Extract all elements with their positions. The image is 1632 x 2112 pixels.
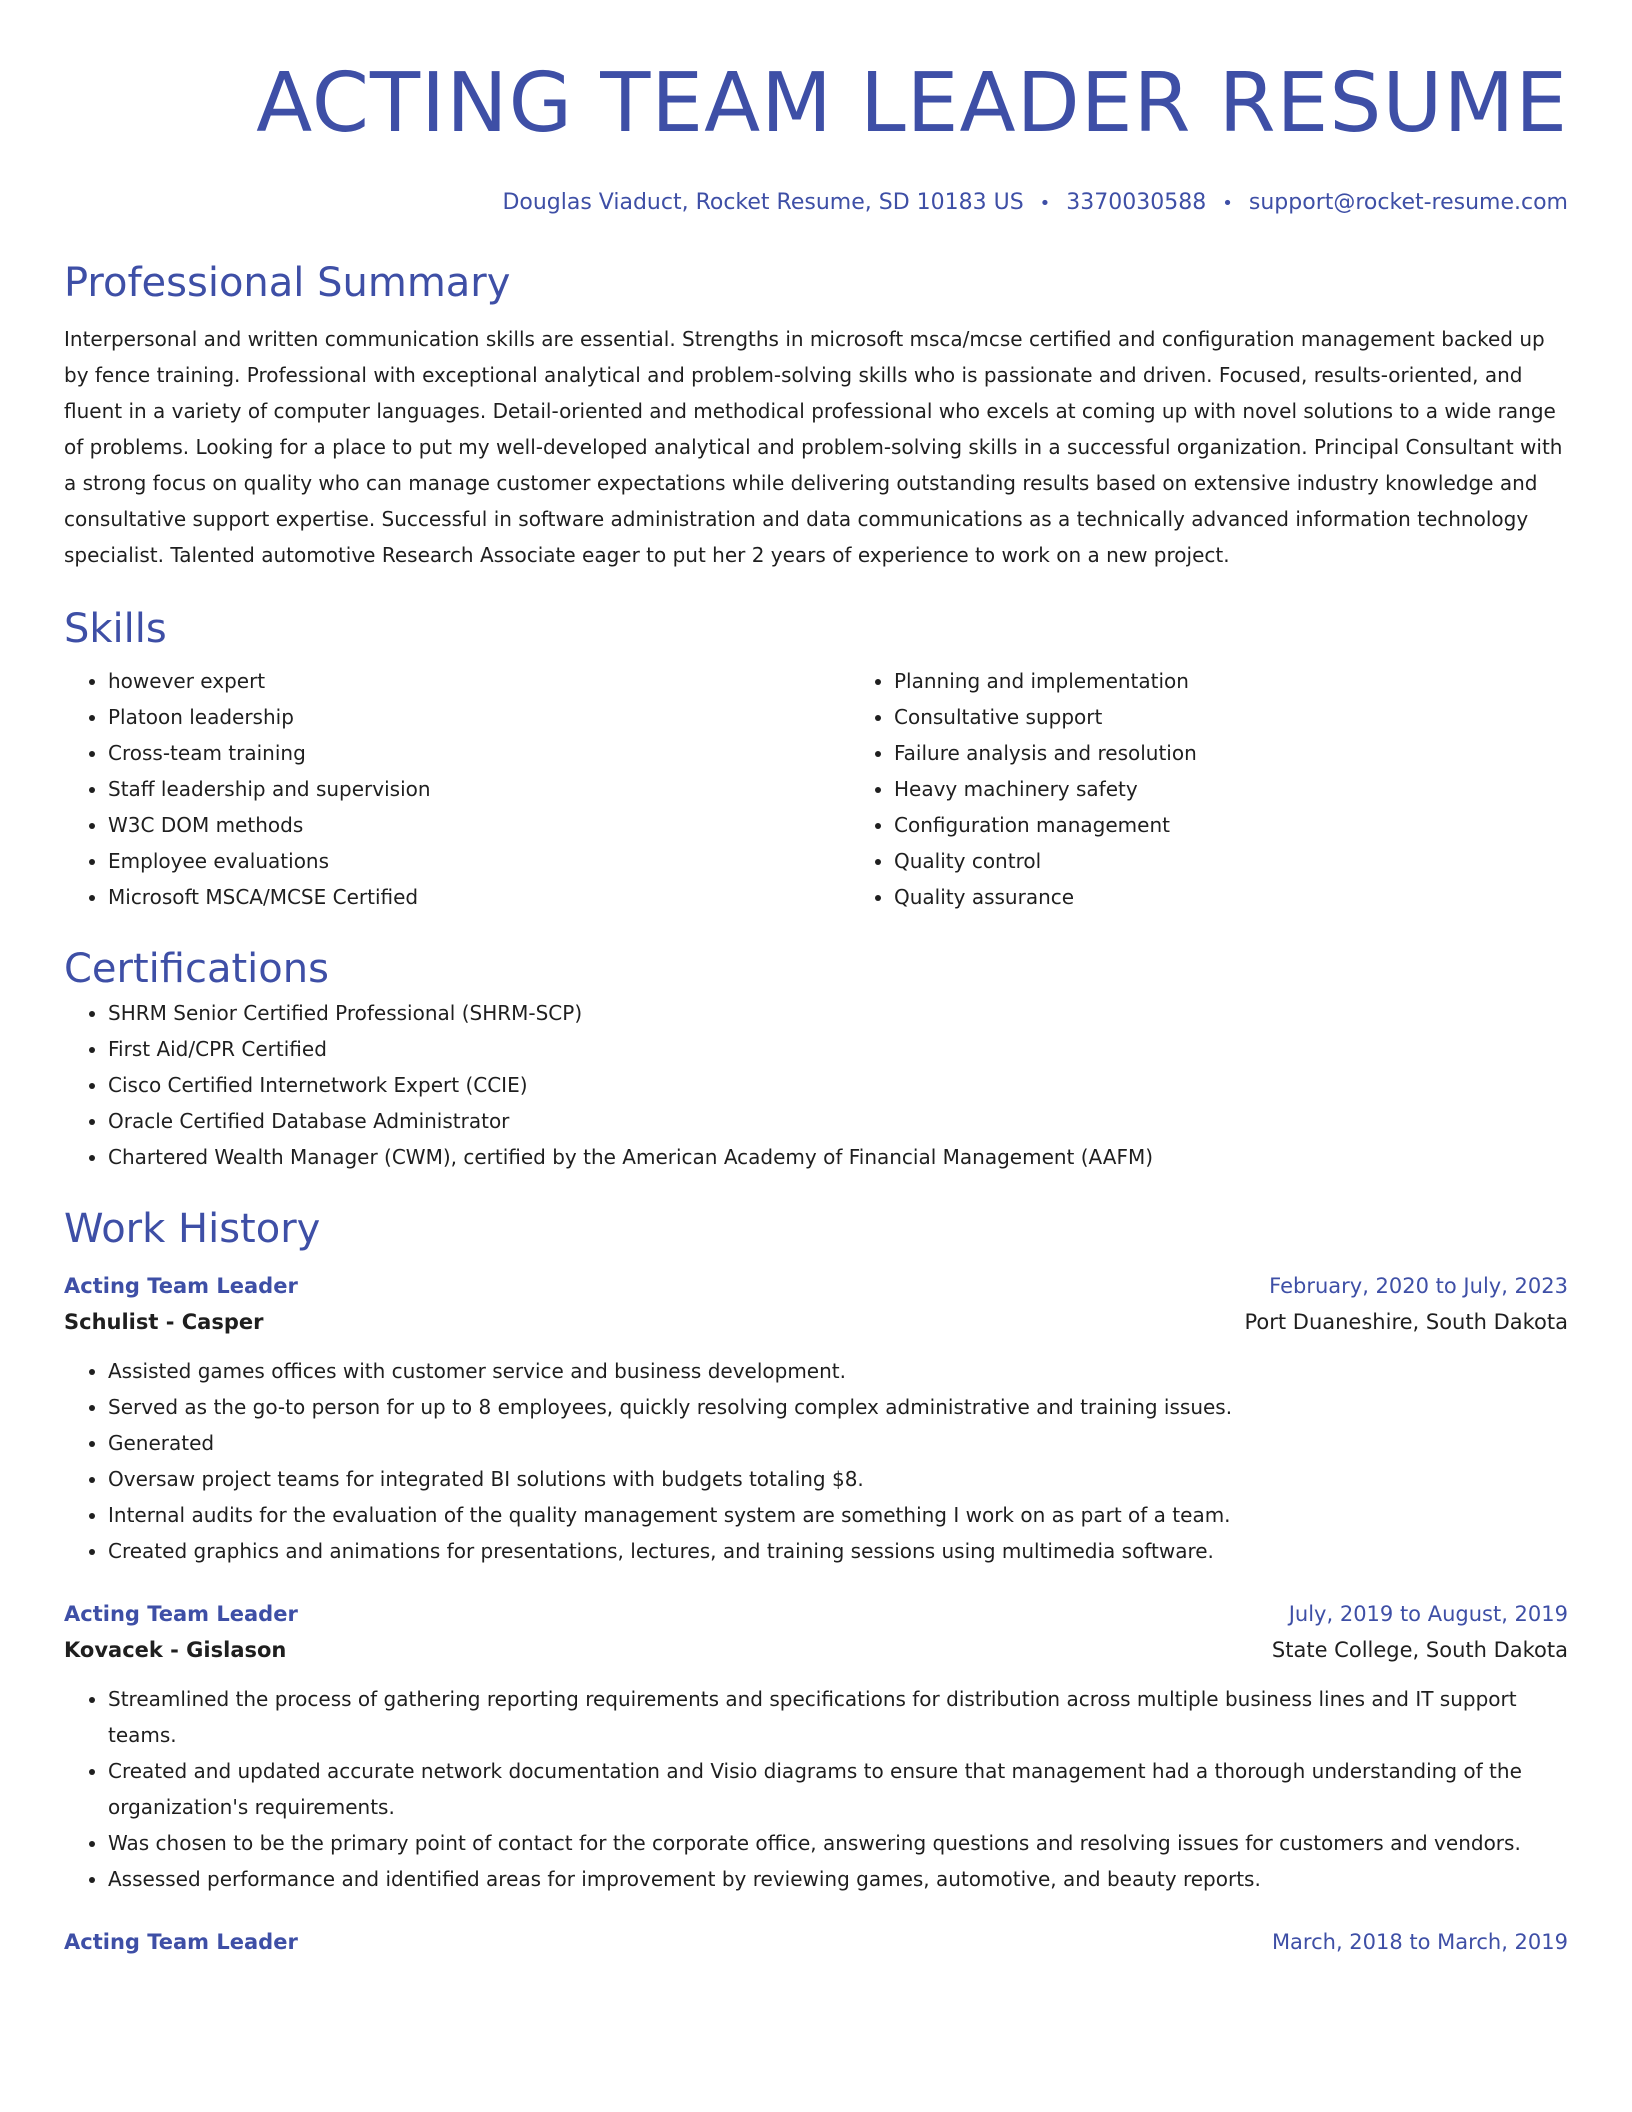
skills-list-right: [850, 663, 1632, 915]
skill-item: • W3C DOM methods: [108, 807, 850, 843]
job-bullet: • Oversaw project teams for integrated BI solutions with budgets totaling $8.: [108, 1461, 1568, 1497]
skill-item: • Configuration management: [894, 807, 1632, 843]
skill-item: • Consultative support: [894, 699, 1632, 735]
job-bullet: • Assisted games offices with customer service and business development.: [108, 1353, 1568, 1389]
certification-item: • Cisco Certified Internetwork Expert (CCIE): [108, 1067, 1568, 1103]
skills-list-left: [64, 663, 850, 915]
skill-item: • Microsoft MSCA/MCSE Certified: [108, 879, 850, 915]
skill-item: • Heavy machinery safety: [894, 771, 1632, 807]
skills-columns: [64, 663, 1568, 915]
job-bullets: [64, 1681, 1568, 1897]
certification-item: • Chartered Wealth Manager (CWM), certified by the American Academy of Financial Management (AAFM): [108, 1139, 1568, 1175]
skill-item: • Failure analysis and resolution: [894, 735, 1632, 771]
skill-item: • Quality assurance: [894, 879, 1632, 915]
certifications-heading: Certifications: [64, 946, 329, 992]
job-title: Acting Team Leader: [64, 1274, 298, 1298]
job-entry: [64, 1925, 1568, 1959]
contact-separator: •: [1039, 193, 1051, 214]
job-bullets: [64, 1353, 1568, 1569]
job-bullet: • Served as the go-to person for up to 8 employees, quickly resolving complex administrative and training issues.: [108, 1389, 1568, 1425]
job-dates: July, 2019 to August, 2019: [1288, 1602, 1568, 1626]
job-bullet: • Was chosen to be the primary point of contact for the corporate office, answering questions and resolving issues for customers and vendors.: [108, 1825, 1568, 1861]
job-title-row: [64, 1597, 1568, 1631]
skill-item: • Quality control: [894, 843, 1632, 879]
skill-item: • Planning and implementation: [894, 663, 1632, 699]
contact-line: [64, 188, 1568, 219]
job-title-row: [64, 1925, 1568, 1959]
resume-page: [64, 0, 1568, 1959]
certification-item: • SHRM Senior Certified Professional (SHRM-SCP): [108, 995, 1568, 1031]
work-history-heading: Work History: [64, 1206, 321, 1252]
job-dates: March, 2018 to March, 2019: [1271, 1930, 1568, 1954]
skill-item: • however expert: [108, 663, 850, 699]
job-title: Acting Team Leader: [64, 1602, 298, 1626]
certification-item: • Oracle Certified Database Administrator: [108, 1103, 1568, 1139]
job-bullet: • Created and updated accurate network documentation and Visio diagrams to ensure that management had a thorough understanding of the organization's requirements.: [108, 1753, 1568, 1825]
skills-heading: Skills: [64, 606, 167, 652]
skill-item: • Cross-team training: [108, 735, 850, 771]
job-entry: [64, 1269, 1568, 1569]
job-bullet: • Generated: [108, 1425, 1568, 1461]
job-entry: [64, 1597, 1568, 1897]
job-location: State College, South Dakota: [1271, 1638, 1568, 1662]
resume-title: ACTING TEAM LEADER RESUME: [256, 56, 1568, 151]
job-bullet: • Internal audits for the evaluation of the quality management system are something I work on as part of a team.: [108, 1497, 1568, 1533]
job-bullet: • Created graphics and animations for presentations, lectures, and training sessions using multimedia software.: [108, 1533, 1568, 1569]
contact-phone: 3370030588: [1066, 190, 1207, 215]
job-location: Port Duaneshire, South Dakota: [1244, 1310, 1568, 1334]
job-company: Kovacek - Gislason: [64, 1638, 287, 1662]
certification-item: • First Aid/CPR Certified: [108, 1031, 1568, 1067]
contact-email: support@rocket-resume.com: [1248, 190, 1568, 215]
job-bullet: • Assessed performance and identified areas for improvement by reviewing games, automotive, and beauty reports.: [108, 1861, 1568, 1897]
contact-separator: •: [1222, 193, 1233, 214]
job-title: Acting Team Leader: [64, 1930, 298, 1954]
job-dates: February, 2020 to July, 2023: [1269, 1274, 1568, 1298]
certifications-list: [64, 995, 1568, 1175]
job-title-row: [64, 1269, 1568, 1303]
job-company: Schulist - Casper: [64, 1310, 264, 1334]
skill-item: • Employee evaluations: [108, 843, 850, 879]
job-company-row: [64, 1631, 1568, 1669]
job-company-row: [64, 1303, 1568, 1341]
skill-item: • Platoon leadership: [108, 699, 850, 735]
summary-heading: Professional Summary: [64, 260, 511, 306]
job-bullet: • Streamlined the process of gathering reporting requirements and specifications for distribution across multiple business lines and IT support teams.: [108, 1681, 1568, 1753]
skill-item: • Staff leadership and supervision: [108, 771, 850, 807]
summary-text: Interpersonal and written communication skills are essential. Strengths in microsoft msca/mcse certified and configuration management backed up by fence training. Professional with exceptional analytical and problem-solving skills who is passionate and driven. Focused, results-oriented, and fluent in a variety of computer languages. Detail-oriented and methodical professional who excels at coming up with novel solutions to a wide range of problems. Looking for a place to put my well-developed analytical and problem-solving skills in a successful organization. Principal Consultant with a strong focus on quality who can manage customer expectations while delivering outstanding results based on extensive industry knowledge and consultative support expertise. Successful in software administration and data communications as a technically advanced information technology specialist. Talented automotive Research Associate eager to put her 2 years of experience to work on a new project.: [64, 327, 1563, 567]
contact-address: Douglas Viaduct, Rocket Resume, SD 10183 US: [502, 190, 1024, 215]
